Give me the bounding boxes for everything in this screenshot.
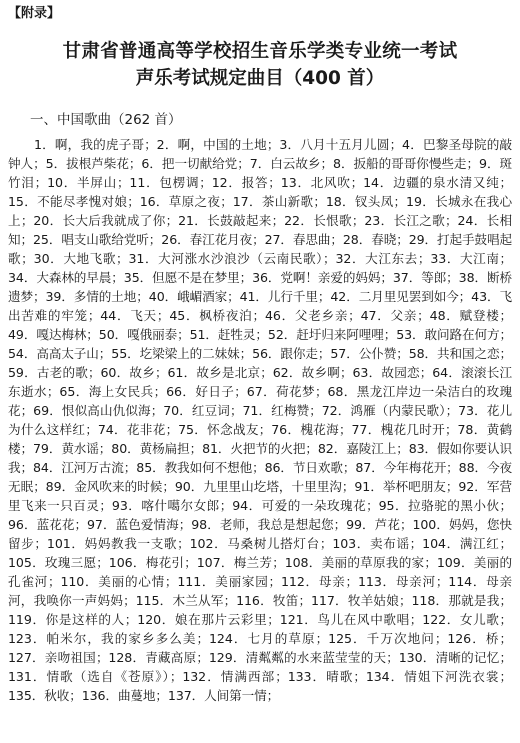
appendix-label: 【附录】 [8, 6, 61, 21]
document-subtitle: 声乐考试规定曲目（400 首） [135, 68, 385, 89]
document-title: 甘肃省普通高等学校招生音乐学类专业统一考试 [62, 41, 458, 62]
song-list-paragraph: 1．啊，我的虎子哥；2．啊，中国的土地；3．八月十五月儿圆；4．巴黎圣母院的敲钟人；5．拔根芦柴花；6．把一切献给党；7．白云故乡；8．扳船的哥哥你慢些走；9．斑竹泪；10．半屏山；11．包楞调；12．报答；13．北风吹；14．边疆的泉水清又纯；15．不能尽孝愧对娘；16．草原之夜；17．茶山新歌；18．钗头凤；19．长城永在我心上；20．长大后我就成了你；21．长鼓敲起来；22．长恨歌；23．长江之歌；24．长相知；25．唱支山歌给党听；26．春江花月夜；27．春思曲；28．春晓；29．打起手鼓唱起歌；30．大地飞歌；31．大河涨水沙浪沙（云南民歌）；32．大江东去；33．大江南；34．大森林的早晨；35．但愿不是在梦里；36．党啊！亲爱的妈妈；37．等郎；38．断桥遗梦；39．多情的土地；40．峨嵋酒家；41．儿行千里；42．二月里见罢到如今；43．飞出苦难的牢笼；44．飞天；45．枫桥夜泊；46．父老乡亲；47．父亲；48．赋登楼；49．嘎达梅林；50．嘎俄丽泰；51．赶牲灵；52．赶圩归来阿哩哩；53．敢问路在何方；54．高高太子山；55．圪梁梁上的二妹妹；56．跟你走；57．公仆赞；58．共和国之恋；59．古老的歌；60．故乡；61．故乡是北京；62．故乡啊；63．故园恋；64．滚滚长江东逝水；65．海上女民兵；66．好日子；67．荷花梦；68．黑龙江岸边一朵洁白的玫瑰花；69．恨似高山仇似海；70．红豆词；71．红梅赞；72．鸿雁（内蒙民歌）；73．花儿为什么这样红；74．花非花；75．怀念战友；76．槐花海；77．槐花几时开；78．黄鹤楼；79．黄水谣；80．黄杨扁担；81．火把节的火把；82．嘉陵江上；83．假如你要认识我；84．江河万古流；85．教我如何不想他；86．节日欢歌；87．今年梅花开；88．今夜无眠；89．金风吹来的时候；90．九里里山圪塔，十里里沟；91．举杯吧朋友；92．军营里飞来一只百灵；93．喀什噶尔女郎；94．可爱的一朵玫瑰花；95．拉骆驼的黑小伙；96．蓝花花；97．蓝色爱情海；98．老师，我总是想起您；99．芦花；100．妈妈，您快留步；101．妈妈教我一支歌；102．马桑树儿搭灯台；103．卖布谣；104．满江红；105．玫瑰三愿；106．梅花引；107．梅兰芳；108．美丽的草原我的家；109．美丽的孔雀河；110．美丽的心情；111．美丽家园；112．母亲；113．母亲河；114．母亲河，我唤你一声妈妈；115．木兰从军；116．牧笛；117．牧羊姑娘；118．那就是我；119．你是这样的人；120．娘在那片云彩里；121．鸟儿在风中歌唱；122．女儿歌；123．帕米尔，我的家乡多么美；124．七月的草原；125．千万次地问；126．桥；127．亲吻祖国；128．青藏高原；129．清粼粼的水来蓝莹莹的天；130．清晰的记忆；131．情歌（选自《苍原》）；132．情满西部；133．晴歌；134．情姐下河洗衣裳；135．秋收；136．曲蔓地；137．人间第一情； [8, 137, 512, 703]
section-heading: 一、中国歌曲（262 首） [30, 112, 182, 128]
